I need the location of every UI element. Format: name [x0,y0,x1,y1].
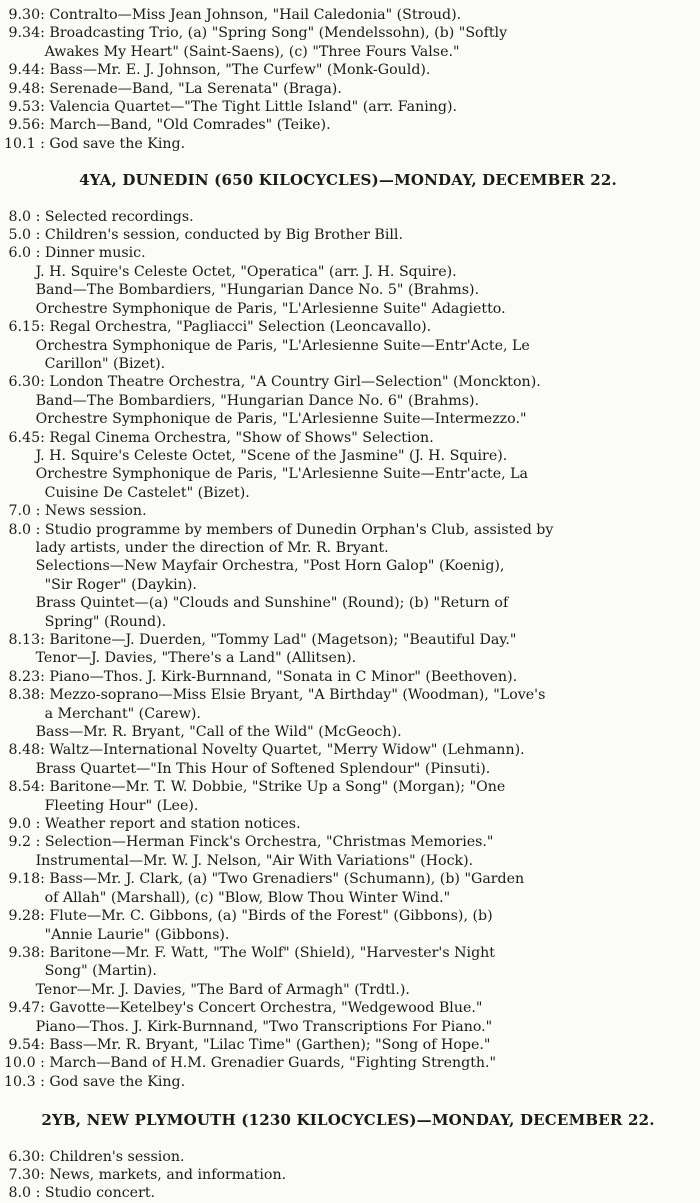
programme-line: a Merchant" (Carew). [4,705,201,722]
programme-line: 8.23: Piano—Thos. J. Kirk-Burnnand, "Sonata in C Minor" (Beethoven). [4,668,518,685]
programme-line: Brass Quintet—(a) "Clouds and Sunshine" (Round); (b) "Return of [4,595,509,612]
programme-line: Orchestra Symphonique de Paris, "L'Arlesienne Suite—Entr'Acte, Le [4,337,530,354]
programme-line: Spring" (Round). [4,613,167,630]
programme-line: Band—The Bombardiers, "Hungarian Dance No. 5" (Brahms). [4,282,480,299]
programme-line: 9.30: Contralto—Miss Jean Johnson, "Hail Caledonia" (Stroud). [4,7,462,23]
programme-line: Awakes My Heart" (Saint-Saens), (c) "Three Fours Valse." [4,43,460,60]
programme-line: 8.0 : Selected recordings. [4,208,194,225]
programme-line: 7.0 : News session. [4,503,147,520]
programme-line: "Annie Laurie" (Gibbons). [4,926,230,943]
programme-line: 9.48: Serenade—Band, "La Serenata" (Braga). [4,80,342,97]
programme-line: 9.18: Bass—Mr. J. Clark, (a) "Two Grenadiers" (Schumann), (b) "Garden [4,871,525,888]
programme-line: 7.30: News, markets, and information. [4,1166,287,1183]
programme-line: 9.56: March—Band, "Old Comrades" (Teike). [4,117,331,134]
station-heading-4ya: 4YA, DUNEDIN (650 KILOCYCLES)—MONDAY, DECEMBER 22. [79,171,617,190]
programme-line: 6.30: Children's session. [4,1148,185,1165]
programme-line: 6.30: London Theatre Orchestra, "A Country Girl—Selection" (Monckton). [4,374,541,391]
programme-line: Orchestre Symphonique de Paris, "L'Arlesienne Suite" Adagietto. [4,300,506,317]
programme-line: 8.0 : Studio concert. [4,1185,156,1202]
programme-line: Orchestre Symphonique de Paris, "L'Arlesienne Suite—Entr'acte, La [4,466,529,483]
programme-line: 5.0 : Children's session, conducted by Big Brother Bill. [4,227,403,244]
programme-line: 10.0 : March—Band of H.M. Grenadier Guards, "Fighting Strength." [4,1055,497,1072]
programme-line: 9.44: Bass—Mr. E. J. Johnson, "The Curfew" (Monk-Gould). [4,62,431,79]
programme-line: lady artists, under the direction of Mr. R. Bryant. [4,539,389,556]
programme-line: Tenor—Mr. J. Davies, "The Bard of Armagh" (Trdtl.). [4,981,410,998]
programme-line: Fleeting Hour" (Lee). [4,797,199,814]
programme-line: 6.45: Regal Cinema Orchestra, "Show of Shows" Selection. [4,429,434,446]
programme-line: Band—The Bombardiers, "Hungarian Dance No. 6" (Brahms). [4,392,480,409]
programme-line: "Sir Roger" (Daykin). [4,576,197,593]
programme-line: J. H. Squire's Celeste Octet, "Scene of the Jasmine" (J. H. Squire). [4,447,508,464]
programme-line: Cuisine De Castelet" (Bizet). [4,484,250,501]
programme-line: 8.54: Baritone—Mr. T. W. Dobbie, "Strike Up a Song" (Morgan); "One [4,779,506,796]
section-4ya-programme [4,208,692,1092]
programme-line: 9.34: Broadcasting Trio, (a) "Spring Song" (Mendelssohn), (b) "Softly [4,25,508,42]
section-2ya-end [4,6,692,153]
programme-line: 8.13: Baritone—J. Duerden, "Tommy Lad" (Magetson); "Beautiful Day." [4,632,517,648]
programme-line: Instrumental—Mr. W. J. Nelson, "Air With Variations" (Hock). [4,852,474,869]
programme-line: Brass Quartet—"In This Hour of Softened Splendour" (Pinsuti). [4,760,491,777]
programme-line: 9.54: Bass—Mr. R. Bryant, "Lilac Time" (Garthen); "Song of Hope." [4,1036,491,1053]
programme-line: Selections—New Mayfair Orchestra, "Post Horn Galop" (Koenig), [4,558,505,575]
programme-line: Tenor—J. Davies, "There's a Land" (Allitsen). [4,650,357,667]
programme-line: 9.28: Flute—Mr. C. Gibbons, (a) "Birds of the Forest" (Gibbons), (b) [4,908,493,925]
programme-line: 6.0 : Dinner music. [4,245,146,262]
programme-line: 8.38: Mezzo-soprano—Miss Elsie Bryant, "A Birthday" (Woodman), "Love's [4,687,546,704]
programme-line: 9.53: Valencia Quartet—"The Tight Little Island" (arr. Faning). [4,99,458,116]
programme-line: 9.38: Baritone—Mr. F. Watt, "The Wolf" (Shield), "Harvester's Night [4,944,495,961]
programme-line: Orchestre Symphonique de Paris, "L'Arlesienne Suite—Intermezzo." [4,411,527,428]
programme-line: Carillon" (Bizet). [4,355,166,372]
programme-line: 9.2 : Selection—Herman Finck's Orchestra, "Christmas Memories." [4,834,494,851]
programme-line: 9.0 : Weather report and station notices. [4,816,301,833]
section-2yb-programme [4,1148,692,1203]
programme-line: 10.3 : God save the King. [4,1073,186,1090]
programme-line: Piano—Thos. J. Kirk-Burnnand, "Two Transcriptions For Piano." [4,1018,493,1035]
programme-line: of Allah" (Marshall), (c) "Blow, Blow Thou Winter Wind." [4,889,451,906]
programme-line: J. H. Squire's Celeste Octet, "Operatica" (arr. J. H. Squire). [4,263,457,280]
programme-line: 10.1 : God save the King. [4,135,186,152]
programme-line: 8.0 : Studio programme by members of Dunedin Orphan's Club, assisted by [4,521,554,538]
programme-line: 6.15: Regal Orchestra, "Pagliacci" Selection (Leoncavallo). [4,319,432,336]
station-heading-2yb: 2YB, NEW PLYMOUTH (1230 KILOCYCLES)—MONDAY, DECEMBER 22. [41,1111,655,1130]
programme-line: Bass—Mr. R. Bryant, "Call of the Wild" (McGeoch). [4,724,402,741]
programme-line: 8.48: Waltz—International Novelty Quartet, "Merry Widow" (Lehmann). [4,742,525,759]
programme-line: Song" (Martin). [4,963,157,980]
programme-line: 9.47: Gavotte—Ketelbey's Concert Orchestra, "Wedgewood Blue." [4,1000,483,1017]
